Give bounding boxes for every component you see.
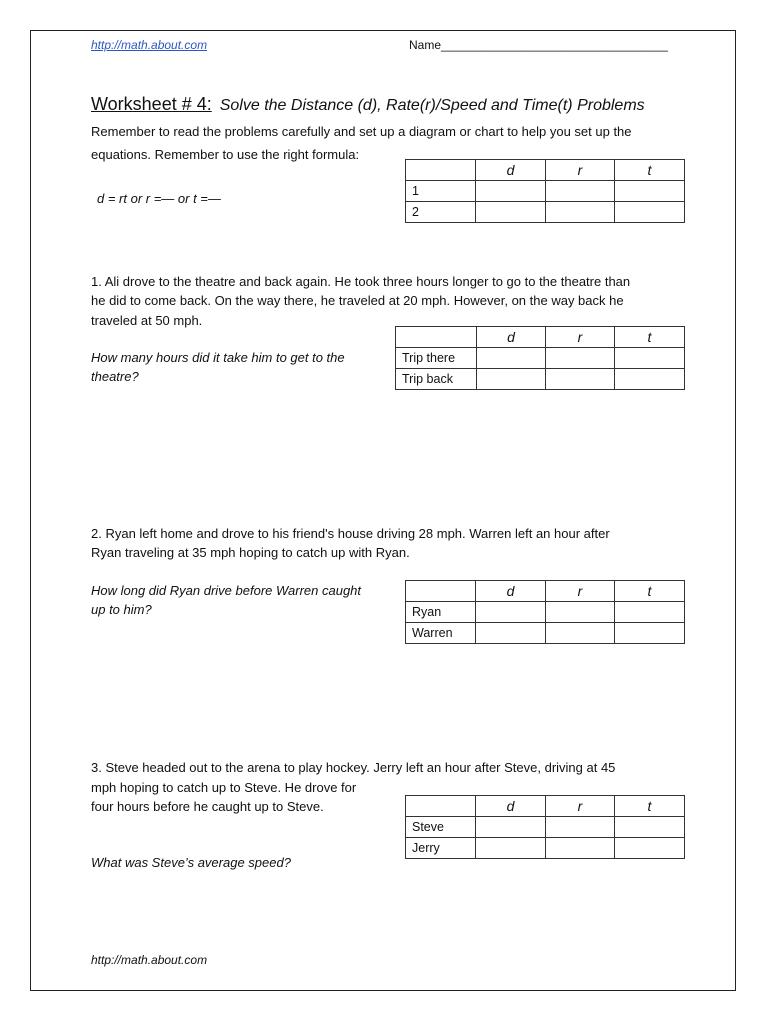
row-label: Trip there [396, 348, 477, 369]
header-t: t [615, 327, 685, 348]
answer-cell[interactable] [615, 623, 685, 644]
answer-cell[interactable] [477, 348, 546, 369]
answer-cell[interactable] [546, 202, 615, 223]
name-label: Name [409, 38, 442, 52]
answer-cell[interactable] [476, 602, 546, 623]
table-row [396, 369, 685, 390]
header-d: d [476, 160, 546, 181]
table-row [406, 602, 685, 623]
worksheet-title [91, 94, 645, 115]
header-r: r [546, 581, 615, 602]
table-header-row [406, 796, 685, 817]
problem3-line-2: mph hoping to catch up to Steve. He drove for [91, 780, 357, 795]
answer-cell[interactable] [476, 202, 546, 223]
answer-cell[interactable] [546, 369, 615, 390]
table-row [406, 623, 685, 644]
bottom-rule [30, 990, 736, 991]
footer-site: http://math.about.com [91, 953, 208, 967]
intro-line-1: Remember to read the problems carefully and set up a diagram or chart to help you set up the [91, 124, 632, 139]
intro-line-2: equations. Remember to use the right formula: [91, 147, 360, 162]
answer-cell[interactable] [546, 602, 615, 623]
problem1-line-3: traveled at 50 mph. [91, 313, 203, 328]
answer-cell[interactable] [546, 817, 615, 838]
header-blank-cell [406, 581, 476, 602]
answer-cell[interactable] [546, 348, 615, 369]
worksheet-number: Worksheet # 4: [91, 94, 212, 114]
header-d: d [476, 581, 546, 602]
header-blank-cell [396, 327, 477, 348]
table-row [406, 181, 685, 202]
header-blank-cell [406, 796, 476, 817]
problem1-table [395, 326, 685, 390]
problem3-question: What was Steve’s average speed? [91, 855, 291, 870]
table-row [406, 838, 685, 859]
table-header-row [396, 327, 685, 348]
table-row [406, 817, 685, 838]
header-d: d [477, 327, 546, 348]
row-label: 1 [406, 181, 476, 202]
name-line: __________________________________ [441, 38, 668, 52]
answer-cell[interactable] [476, 838, 546, 859]
worksheet-subtitle: Solve the Distance (d), Rate(r)/Speed and Time(t) Problems [219, 97, 645, 114]
answer-cell[interactable] [615, 602, 685, 623]
answer-cell[interactable] [476, 817, 546, 838]
header-t: t [615, 160, 685, 181]
problem1-question-line-2: theatre? [91, 369, 139, 384]
answer-cell[interactable] [615, 348, 685, 369]
answer-cell[interactable] [546, 181, 615, 202]
header-t: t [615, 581, 685, 602]
problem3-line-3: four hours before he caught up to Steve. [91, 799, 324, 814]
name-field [409, 38, 668, 52]
row-label: Steve [406, 817, 476, 838]
header-d: d [476, 796, 546, 817]
answer-cell[interactable] [615, 817, 685, 838]
problem3-line-1: 3. Steve headed out to the arena to play hockey. Jerry left an hour after Steve, driving at 45 [91, 760, 616, 775]
header-r: r [546, 327, 615, 348]
row-label: 2 [406, 202, 476, 223]
answer-cell[interactable] [615, 838, 685, 859]
table-row [396, 348, 685, 369]
row-label: Warren [406, 623, 476, 644]
problem2-line-1: 2. Ryan left home and drove to his friend's house driving 28 mph. Warren left an hour after [91, 526, 610, 541]
table-header-row [406, 160, 685, 181]
problem2-line-2: Ryan traveling at 35 mph hoping to catch up with Ryan. [91, 545, 410, 560]
answer-cell[interactable] [477, 369, 546, 390]
problem1-question-line-1: How many hours did it take him to get to the [91, 350, 345, 365]
intro-table [405, 159, 685, 223]
answer-cell[interactable] [615, 181, 685, 202]
problem2-question-line-2: up to him? [91, 602, 152, 617]
problem1-line-1: 1. Ali drove to the theatre and back again. He took three hours longer to go to the theatre than [91, 274, 631, 289]
answer-cell[interactable] [546, 838, 615, 859]
answer-cell[interactable] [615, 202, 685, 223]
row-label: Jerry [406, 838, 476, 859]
row-label: Trip back [396, 369, 477, 390]
header-r: r [546, 796, 615, 817]
header-blank-cell [406, 160, 476, 181]
header-site-link[interactable]: http://math.about.com [91, 38, 208, 52]
header-t: t [615, 796, 685, 817]
answer-cell[interactable] [615, 369, 685, 390]
problem2-question-line-1: How long did Ryan drive before Warren caught [91, 583, 362, 598]
table-header-row [406, 581, 685, 602]
row-label: Ryan [406, 602, 476, 623]
answer-cell[interactable] [476, 181, 546, 202]
formula: d = rt or r =— or t =— [97, 191, 221, 206]
answer-cell[interactable] [476, 623, 546, 644]
answer-cell[interactable] [546, 623, 615, 644]
problem3-table [405, 795, 685, 859]
table-row [406, 202, 685, 223]
problem2-table [405, 580, 685, 644]
problem1-line-2: he did to come back. On the way there, he traveled at 20 mph. However, on the way back he [91, 293, 624, 308]
header-r: r [546, 160, 615, 181]
